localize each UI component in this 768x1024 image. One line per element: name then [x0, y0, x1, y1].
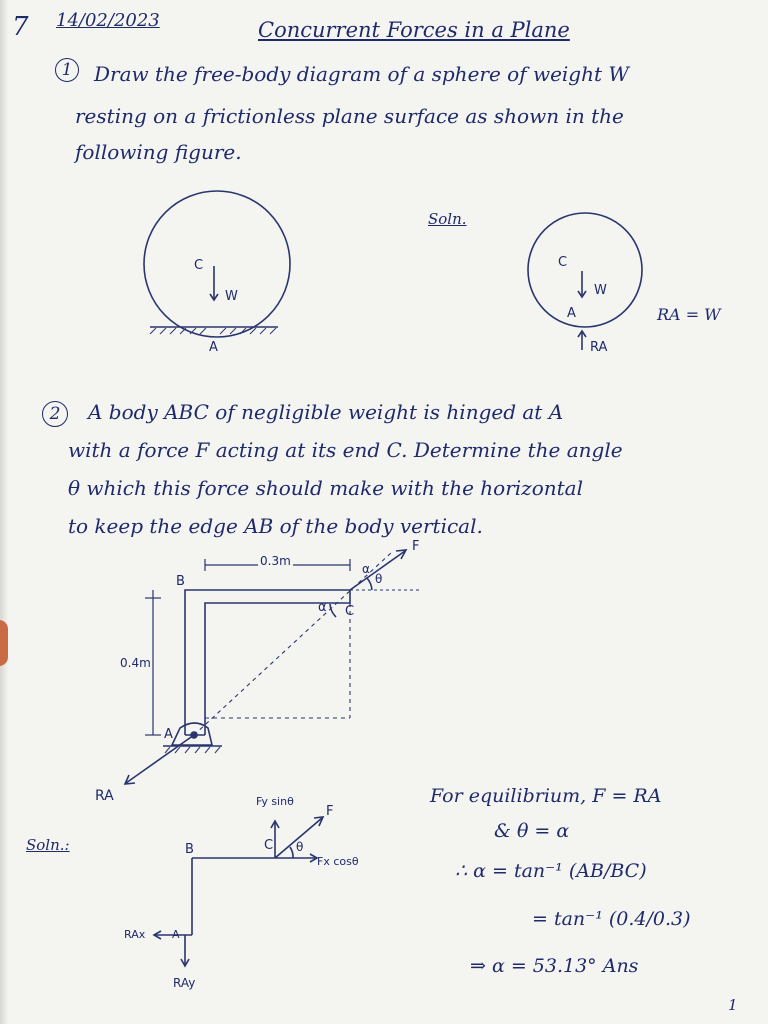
- q2-reaction-arrow: [126, 735, 194, 783]
- equation-theta-alpha: & θ = α: [494, 820, 570, 842]
- q1-line2: resting on a frictionless plane surface as shown in the: [75, 104, 624, 128]
- q2-label-theta: θ: [375, 572, 383, 586]
- soln1-result: RA = W: [657, 305, 721, 324]
- equation-equilibrium: For equilibrium, F = RA: [430, 785, 662, 807]
- soln2-label-B: B: [185, 842, 194, 857]
- q1-line1: Draw the free-body diagram of a sphere of weight W: [94, 62, 629, 86]
- q2-number: 2: [42, 401, 68, 427]
- soln2-label-rax: RAx: [124, 928, 146, 941]
- page-number: 1: [728, 996, 738, 1014]
- soln1-label-weight: W: [594, 283, 607, 298]
- date: 14/02/2023: [56, 10, 160, 31]
- q1-sphere: [144, 191, 290, 337]
- soln1-label-center: C: [558, 255, 568, 270]
- q2-line-of-action: [194, 552, 392, 735]
- q2-label-B: B: [176, 574, 185, 589]
- q1-line3: following figure.: [75, 140, 242, 164]
- q2-line2: with a force F acting at its end C. Determine the angle: [68, 438, 623, 462]
- q2-theta-arc: [367, 578, 372, 590]
- q2-alpha-arc: [330, 604, 336, 617]
- equation-alpha-ratio: ∴ α = tan⁻¹ (AB/BC): [455, 860, 647, 882]
- soln2-theta-arc: [290, 847, 293, 858]
- soln2-label-fx: Fx cosθ: [317, 855, 359, 868]
- q2-label-alpha-left: α: [318, 600, 327, 615]
- soln1-label: Soln.: [428, 210, 467, 228]
- soln2-label-theta: θ: [296, 840, 304, 854]
- q2-label-RA: RA: [95, 788, 114, 804]
- q2-label-C: C: [345, 604, 355, 619]
- q1-label-contact: A: [209, 340, 218, 355]
- q1-ground-hatch: [150, 328, 276, 334]
- soln2-label-F: F: [326, 804, 334, 819]
- q2-label-F: F: [412, 539, 420, 554]
- soln2-label-ray: RAy: [173, 976, 196, 990]
- soln1-label-reaction: RA: [590, 340, 608, 355]
- soln1-label-contact: A: [567, 306, 576, 321]
- soln2-label-fy: Fy sinθ: [256, 795, 294, 808]
- q1-label-center: C: [194, 258, 204, 273]
- page-title: Concurrent Forces in a Plane: [258, 18, 570, 42]
- soln1-sphere: [528, 213, 642, 327]
- soln2-label-C: C: [264, 838, 274, 853]
- q2-label-alpha-top: α: [362, 562, 370, 576]
- margin-mark: 7: [12, 12, 29, 42]
- q2-line1: A body ABC of negligible weight is hinged at A: [88, 400, 564, 424]
- q2-line3: θ which this force should make with the horizontal: [68, 476, 583, 500]
- q2-label-A: A: [164, 727, 173, 742]
- equation-answer: ⇒ α = 53.13° Ans: [470, 955, 639, 977]
- q2-line4: to keep the edge AB of the body vertical.: [68, 514, 483, 538]
- soln2-label: Soln.:: [26, 836, 70, 854]
- q1-number: 1: [55, 58, 79, 82]
- soln2-label-A: A: [172, 928, 180, 941]
- q1-label-weight: W: [225, 289, 238, 304]
- equation-alpha-values: = tan⁻¹ (0.4/0.3): [532, 908, 691, 930]
- q2-label-dim-horizontal: 0.3m: [260, 554, 291, 568]
- q2-label-dim-vertical: 0.4m: [120, 656, 151, 670]
